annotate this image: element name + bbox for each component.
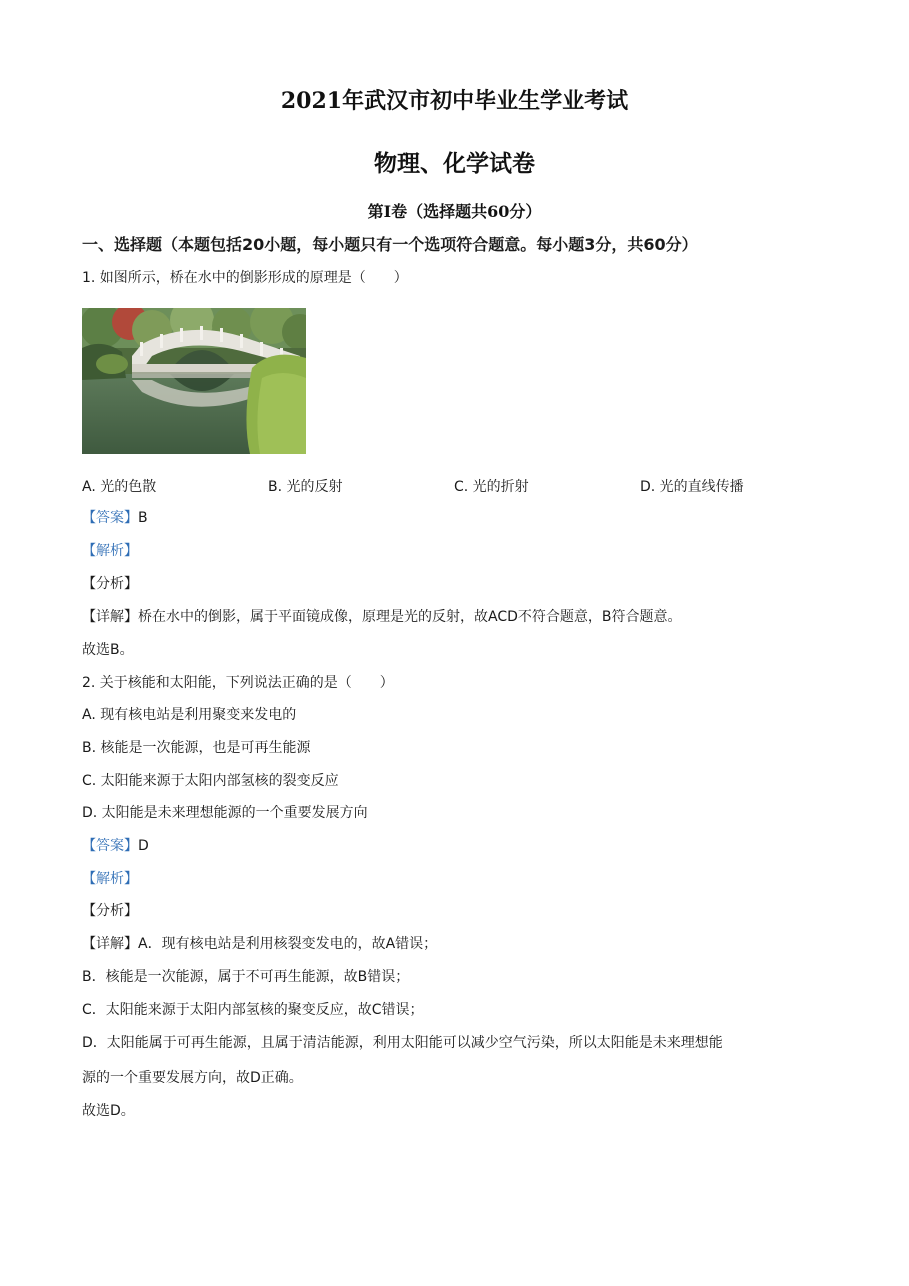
q2-option-b: B. 核能是一次能源，也是可再生能源 <box>82 740 311 756</box>
q2-conclusion: 故选D。 <box>82 1103 135 1119</box>
q2-fenxi-tag: 【分析】 <box>82 903 138 919</box>
q2-detail-line-4: D．太阳能属于可再生能源，且属于清洁能源，利用太阳能可以减少空气污染，所以太阳能是未来理想能 <box>82 1035 723 1051</box>
q2-option-a: A. 现有核电站是利用聚变来发电的 <box>82 707 297 723</box>
answer-value: B <box>138 510 148 526</box>
bridge-photo-icon <box>82 308 306 454</box>
exam-title: 2021年武汉市初中毕业生学业考试 <box>280 88 629 114</box>
q2-detail-line-1: 【详解】A．现有核电站是利用核裂变发电的，故A错误； <box>82 936 438 952</box>
section-heading: 一、选择题（本题包括20小题，每小题只有一个选项符合题意。每小题3分，共60分） <box>82 235 698 254</box>
q2-stem: 2. 关于核能和太阳能，下列说法正确的是（ ） <box>82 675 394 691</box>
q2-option-d: D. 太阳能是未来理想能源的一个重要发展方向 <box>82 805 368 821</box>
bridge-reflection-photo <box>82 308 306 454</box>
q2-detail-line-2: B．核能是一次能源，属于不可再生能源，故B错误； <box>82 969 410 985</box>
q2-detail-line-5: 源的一个重要发展方向，故D正确。 <box>82 1070 303 1086</box>
subject-title: 物理、化学试卷 <box>374 150 535 177</box>
q2-option-c: C. 太阳能来源于太阳内部氢核的裂变反应 <box>82 773 339 789</box>
q1-option-b: B. 光的反射 <box>268 479 343 495</box>
q1-option-a: A. 光的色散 <box>82 479 157 495</box>
q1-analysis-tag: 【解析】 <box>82 543 138 559</box>
q1-conclusion: 故选B。 <box>82 642 134 658</box>
q1-stem: 1. 如图所示，桥在水中的倒影形成的原理是（ ） <box>82 270 408 286</box>
q1-fenxi-tag: 【分析】 <box>82 576 138 592</box>
part-title: 第I卷（选择题共60分） <box>367 202 542 221</box>
q1-option-c: C. 光的折射 <box>454 479 529 495</box>
answer-tag: 【答案】 <box>82 510 138 526</box>
answer-tag: 【答案】 <box>82 838 138 854</box>
q2-answer <box>82 836 149 856</box>
q2-analysis-tag: 【解析】 <box>82 871 138 887</box>
q2-detail-line-3: C．太阳能来源于太阳内部氢核的聚变反应，故C错误； <box>82 1002 424 1018</box>
q1-detail: 【详解】桥在水中的倒影，属于平面镜成像，原理是光的反射，故ACD不符合题意，B符合题意。 <box>82 609 682 625</box>
answer-value: D <box>138 838 149 854</box>
q1-option-d: D. 光的直线传播 <box>640 479 744 495</box>
q1-answer <box>82 508 148 528</box>
